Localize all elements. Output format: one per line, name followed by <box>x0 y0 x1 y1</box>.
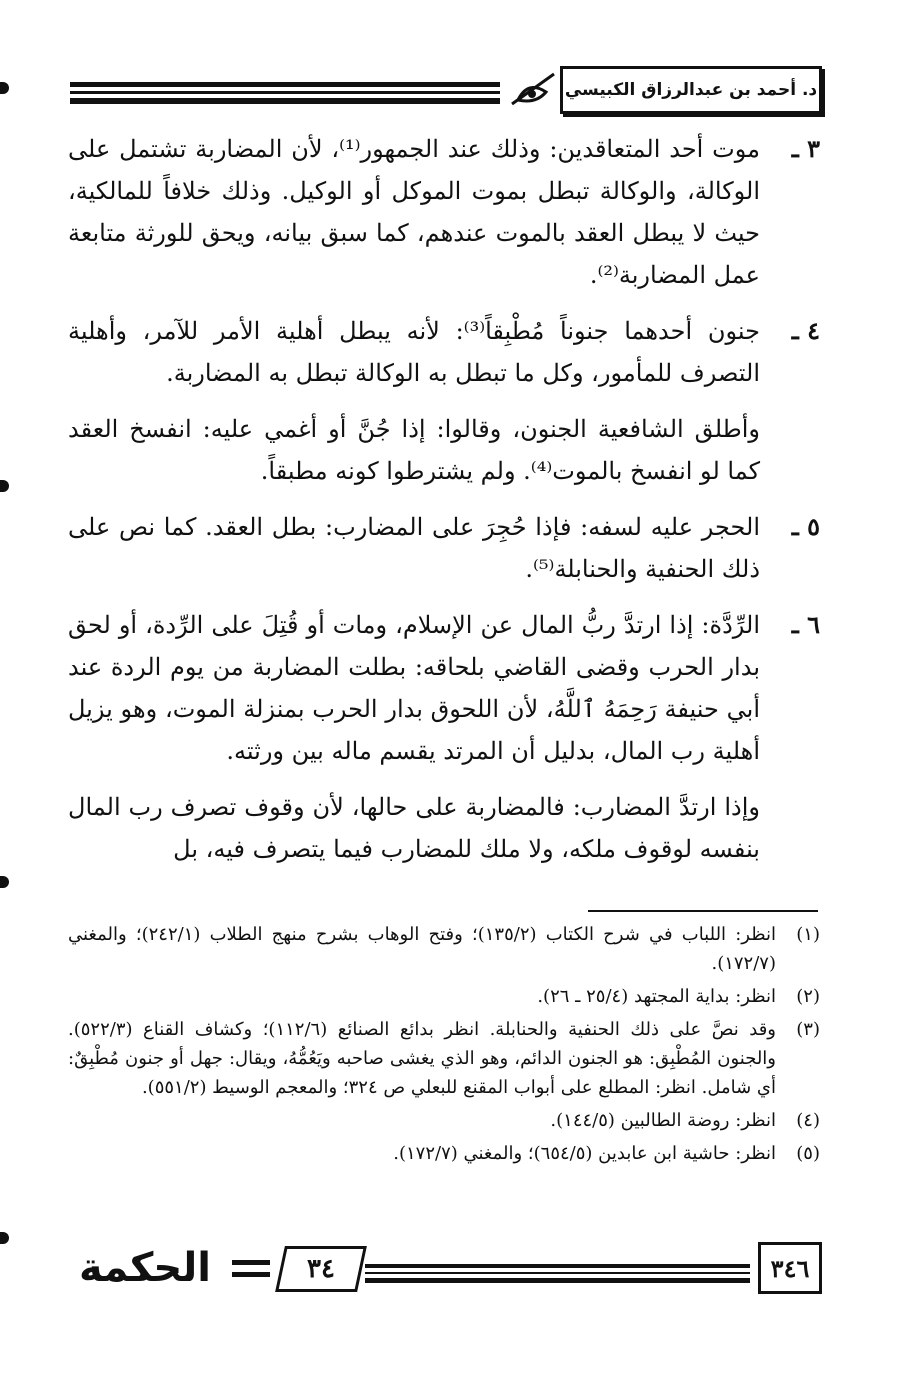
margin-mark <box>0 1232 9 1244</box>
page-number: ٣٤٦ <box>758 1242 822 1294</box>
footnote-number: (٢) <box>796 986 820 1007</box>
issue-number: ٣٤ <box>307 1254 335 1284</box>
body-text <box>68 128 820 870</box>
page-footer <box>70 1238 822 1302</box>
footnotes <box>68 920 820 1168</box>
footnote-text: انظر: اللباب في شرح الكتاب (١٣٥/٢)؛ وفتح الوهاب بشرح منهج الطلاب (٢٤٢/١)؛ والمغني (١٧٢/٧). <box>68 924 776 974</box>
footer-rule <box>365 1264 750 1268</box>
footer-rule <box>365 1278 750 1283</box>
list-item <box>68 506 820 590</box>
paragraph: وأطلق الشافعية الجنون، وقالوا: إذا جُنَّ أو أغمي عليه: انفسخ العقد كما لو انفسخ بالموت⁽⁴⁾. ولم يشترطوا كونه مطبقاً. <box>68 415 760 485</box>
footnote-number: (١) <box>796 924 820 945</box>
footnote-separator <box>588 910 818 912</box>
item-text: موت أحد المتعاقدين: وذلك عند الجمهور⁽¹⁾، لأن المضاربة تشتمل على الوكالة، والوكالة تبطل بموت الموكل أو الوكيل. وذلك خلافاً للمالكية، حيث لا يبطل العقد بالموت عندهم، كما سبق بيانه، ويحق للورثة متابعة عمل المضاربة⁽²⁾. <box>68 135 760 289</box>
item-text: جنون أحدهما جنوناً مُطْبِقاً⁽³⁾: لأنه يبطل أهلية الأمر للآمر، وأهلية التصرف للمأمور، وكل ما تبطل به الوكالة تبطل به المضاربة. <box>68 317 760 387</box>
margin-mark <box>0 82 9 94</box>
footnote <box>68 982 820 1011</box>
footnote <box>68 1015 820 1102</box>
issue-number-box <box>275 1246 367 1292</box>
margin-mark <box>0 876 9 888</box>
pen-icon <box>508 70 558 108</box>
footnote <box>68 920 820 978</box>
footer-bars <box>232 1260 270 1284</box>
list-item <box>68 128 820 296</box>
footnote-text: انظر: روضة الطالبين (١٤٤/٥). <box>550 1110 776 1131</box>
item-number: ٦ ـ <box>791 610 820 639</box>
author-name: د. أحمد بن عبدالرزاق الكبيسي <box>560 66 822 114</box>
header-rule <box>70 98 500 104</box>
item-number: ٥ ـ <box>791 512 820 541</box>
footnote-number: (٣) <box>796 1019 820 1040</box>
paragraph: وإذا ارتدَّ المضارب: فالمضاربة على حالها، لأن وقوف تصرف رب المال بنفسه لوقوف ملكه، ولا ملك للمضارب فيما يتصرف فيه، بل <box>68 793 761 863</box>
footnote-number: (٥) <box>796 1143 820 1164</box>
list-item <box>68 604 820 772</box>
footnote-text: انظر: حاشية ابن عابدين (٦٥٤/٥)؛ والمغني (١٧٢/٧). <box>393 1143 776 1164</box>
page-header <box>70 58 822 114</box>
header-rule <box>70 91 500 94</box>
list-item <box>68 310 820 394</box>
header-rule <box>70 82 500 87</box>
journal-logo: الحكمة <box>79 1245 211 1291</box>
footnote-number: (٤) <box>796 1110 820 1131</box>
item-text: الحجر عليه لسفه: فإذا حُجِرَ على المضارب: بطل العقد. كما نص على ذلك الحنفية والحنابلة⁽⁵⁾. <box>68 513 760 583</box>
footnote <box>68 1106 820 1135</box>
footnote-text: انظر: بداية المجتهد (٢٥/٤ ـ ٢٦). <box>537 986 776 1007</box>
footnote-text: وقد نصَّ على ذلك الحنفية والحنابلة. انظر بدائع الصنائع (١١٢/٦)؛ وكشاف القناع (٥٢٢/٣). والجنون المُطْبِق: هو الجنون الدائم، وهو الذي يغشى صاحبه ويَعُمُّهُ، ويقال: جهل أو جنون مُطْبِقٌ: أي شامل. انظر: المطلع على أبواب المقنع للبعلي ص ٣٢٤؛ والمعجم الوسيط (٥٥١/٢). <box>68 1019 776 1098</box>
item-number: ٤ ـ <box>791 316 820 345</box>
footer-rule <box>365 1272 750 1274</box>
margin-mark <box>0 480 9 492</box>
item-text: الرِّدَّة: إذا ارتدَّ ربُّ المال عن الإسلام، ومات أو قُتِلَ على الرِّدة، أو لحق بدار الحرب وقضى القاضي بلحاقه: بطلت المضاربة من يوم الردة عند أبي حنيفة رَحِمَهُ ٱللَّهُ، لأن اللحوق بدار الحرب بمنزلة الموت، وهو يزيل أهلية رب المال، بدليل أن المرتد يقسم ماله بين ورثته. <box>68 611 760 765</box>
footnote <box>68 1139 820 1168</box>
item-number: ٣ ـ <box>791 134 820 163</box>
